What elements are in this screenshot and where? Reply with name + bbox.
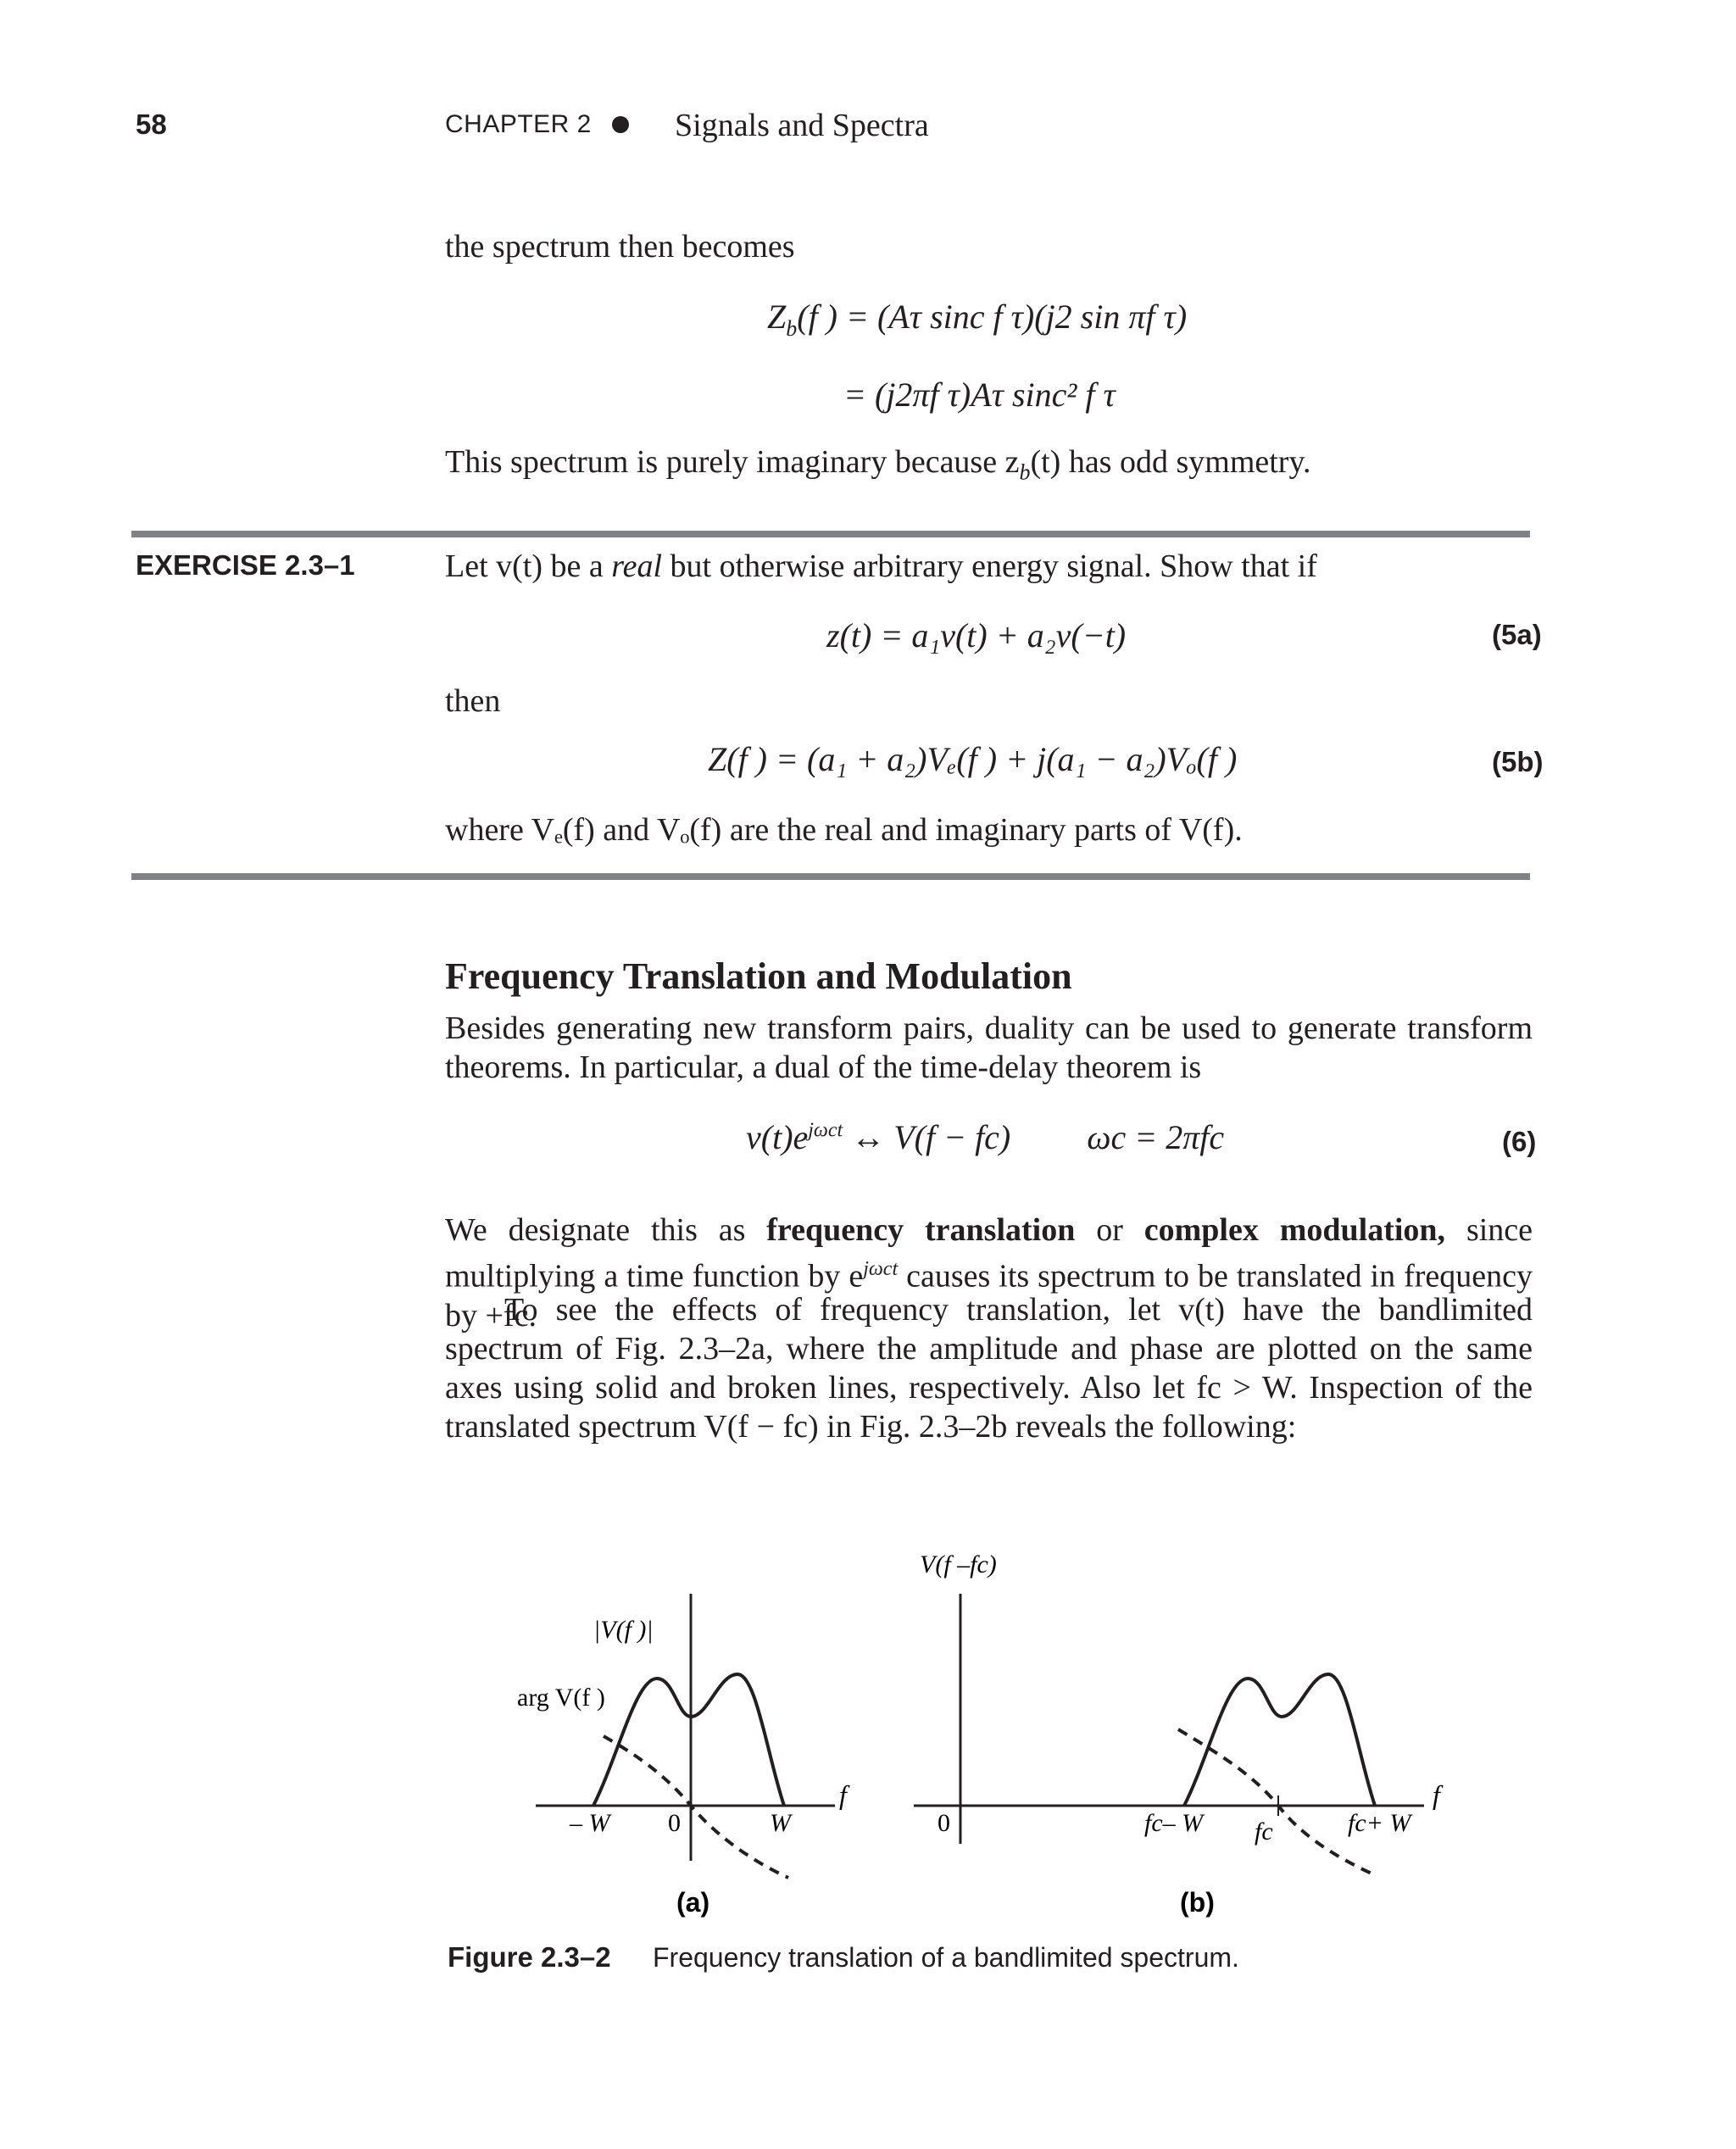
equation-6: $v(t)e^{j\omega ct}$ ↔ V(f − fc) ωc = 2πfc	[746, 1118, 1225, 1156]
section-heading: Frequency Translation and Modulation	[445, 955, 1072, 997]
panel-a-magnitude-label: |V(f )|	[593, 1616, 654, 1644]
panel-a-sub-label: (a)	[676, 1887, 710, 1918]
panel-b-magnitude-curve	[1184, 1674, 1375, 1806]
figure-2-3-2	[0, 1543, 1736, 1984]
header-bullet	[612, 116, 629, 133]
equation-zb-line1: $Z_b(f$ ) = (Aτ sinc f τ)(j2 sin πf τ)	[767, 298, 1188, 341]
page-number: 58	[136, 109, 167, 140]
figure-panel-a	[517, 1594, 850, 1918]
exercise-bottom-rule	[131, 873, 1530, 880]
exercise-label: EXERCISE 2.3–1	[136, 549, 355, 581]
panel-b-fc-minus-w-tick: fc– W	[1144, 1809, 1204, 1837]
panel-a-w-tick: W	[770, 1809, 791, 1837]
panel-a-neg-w-tick: – W	[570, 1809, 610, 1837]
exercise-top-rule	[131, 531, 1530, 537]
section-paragraph-1: Besides generating new transform pairs, duality can be used to generate transform theorems. In particular, a dual of the time-delay theorem is	[445, 1010, 1533, 1085]
equation-5a: z(t) = a₁v(t) + a₂v(−t)	[826, 616, 1127, 654]
figure-label: Figure 2.3–2	[448, 1941, 611, 1973]
running-title: Signals and Spectra	[675, 108, 929, 143]
panel-b-zero-tick: 0	[938, 1809, 950, 1837]
exercise-statement: Let v(t) be a real but otherwise arbitrary energy signal. Show that if	[445, 548, 1317, 584]
panel-b-fc-plus-w-tick: fc+ W	[1348, 1809, 1411, 1837]
panel-a-arg-label: arg V(f )	[517, 1684, 605, 1712]
panel-a-zero-tick: 0	[668, 1809, 681, 1837]
panel-b-fc-tick-label: fc	[1255, 1818, 1273, 1846]
chapter-label: CHAPTER 2	[445, 110, 592, 138]
section-paragraph-2: We designate this as frequency translation or complex modulation, since multiplying a time function by $e^{j\omega ct}$ causes its spectrum to be translated in frequency by +fc.	[445, 1212, 1533, 1333]
panel-a-magnitude-curve	[593, 1674, 784, 1806]
figure-caption: Frequency translation of a bandlimited spectrum.	[653, 1942, 1239, 1973]
panel-b-y-label: V(f –fc)	[920, 1551, 997, 1578]
equation-5b-number: (5b)	[1492, 746, 1544, 777]
panel-a-f-label: f	[839, 1779, 847, 1810]
equation-zb-line2: = (j2πf τ)Aτ sinc² f τ	[843, 376, 1116, 414]
intro-line: the spectrum then becomes	[445, 229, 795, 264]
equation-5b: Z(f ) = (a₁ + a₂)Vₑ(f ) + j(a₁ − a₂)Vₒ(f )	[708, 740, 1238, 778]
figure-panel-b	[914, 1551, 1444, 1918]
exercise-where: where Vₑ(f) and Vₒ(f) are the real and imaginary parts of V(f).	[445, 812, 1243, 848]
intro-conclusion: This spectrum is purely imaginary because $z_b(t)$ has odd symmetry.	[445, 444, 1311, 485]
panel-b-sub-label: (b)	[1180, 1887, 1215, 1918]
panel-b-f-label: f	[1433, 1779, 1440, 1810]
equation-5a-number: (5a)	[1492, 619, 1542, 650]
exercise-then: then	[445, 683, 501, 719]
equation-6-number: (6)	[1502, 1126, 1537, 1157]
section-paragraph-3: To see the effects of frequency translation, let v(t) have the bandlimited spectrum of Fig. 2.3–2a, where the amplitude and phase are plotted on the same axes using solid and broken lines, respectively. Also let fc > W. Inspection of the translated spectrum V(f − fc) in Fig. 2.3–2b reveals the following:	[445, 1292, 1533, 1445]
